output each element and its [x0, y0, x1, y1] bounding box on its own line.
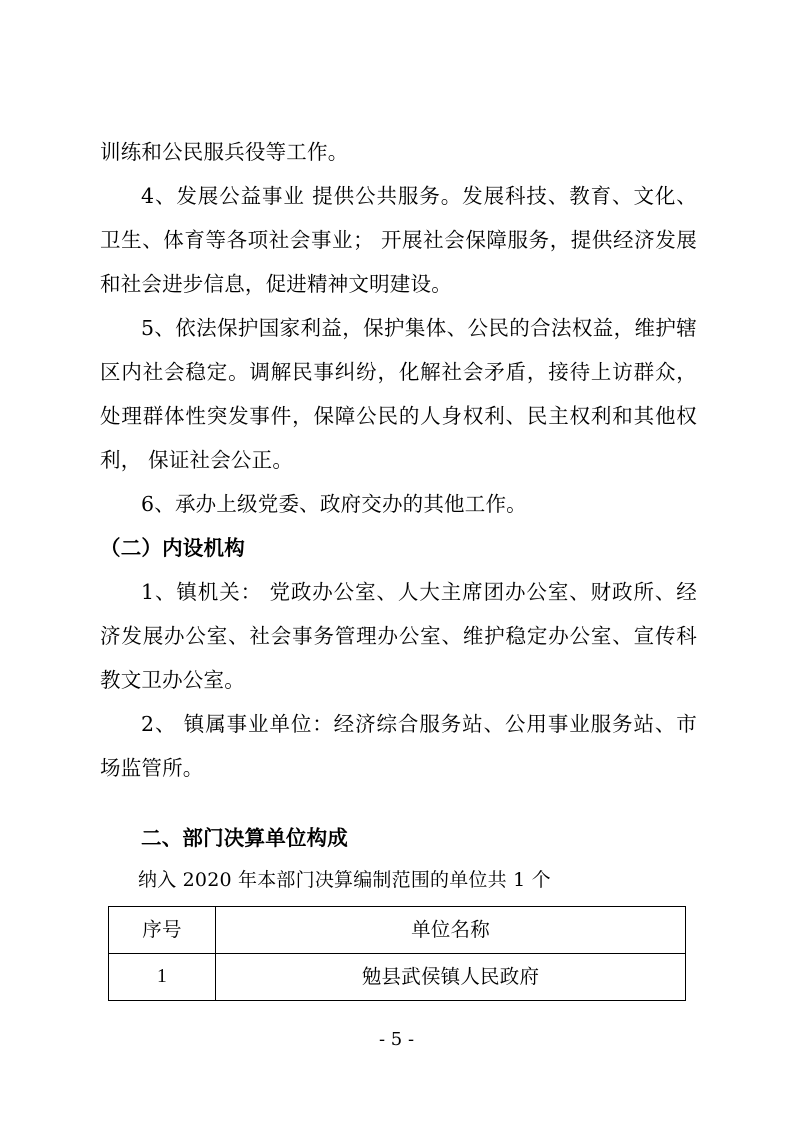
- paragraph-item-4: 4、发展公益事业 提供公共服务。发展科技、教育、文化、卫生、体育等各项社会事业； 开展社会保障服务，提供经济发展和社会进步信息，促进精神文明建设。: [100, 184, 697, 296]
- paragraph-org-1: 1、镇机关： 党政办公室、人大主席团办公室、财政所、经济发展办公室、社会事务管理办公室、维护稳定办公室、宣传科教文卫办公室。: [100, 580, 697, 692]
- table-cell-unit-name: 勉县武侯镇人民政府: [216, 954, 686, 1001]
- paragraph-item-6: 6、承办上级党委、政府交办的其他工作。: [141, 492, 527, 516]
- page-number: - 5 -: [378, 1029, 415, 1050]
- table-cell-no: 1: [109, 954, 216, 1001]
- section-heading-unit-composition: 二、部门决算单位构成: [141, 826, 348, 850]
- paragraph-org-2: 2、 镇属事业单位：经济综合服务站、公用事业服务站、市场监管所。: [100, 712, 697, 780]
- section-spacer: [100, 790, 697, 816]
- table-intro-text: 纳入 2020 年本部门决算编制范围的单位共 1 个: [138, 869, 551, 891]
- paragraph-item-5: 5、依法保护国家利益，保护集体、公民的合法权益，维护辖区内社会稳定。调解民事纠纷，化解社会矛盾，接待上访群众，处理群体性突发事件，保障公民的人身权利、民主权利和其他权利， 保证社会公正。: [100, 316, 697, 472]
- table-row: [109, 954, 686, 1001]
- unit-composition-table: [108, 906, 686, 1001]
- document-body: [100, 130, 697, 1001]
- table-header-row: [109, 907, 686, 954]
- section-heading-internal-organs: （二）内设机构: [100, 536, 245, 560]
- paragraph-continued: 训练和公民服兵役等工作。: [100, 140, 349, 164]
- table-header-unit-name: 单位名称: [216, 907, 686, 954]
- table-header-no: 序号: [109, 907, 216, 954]
